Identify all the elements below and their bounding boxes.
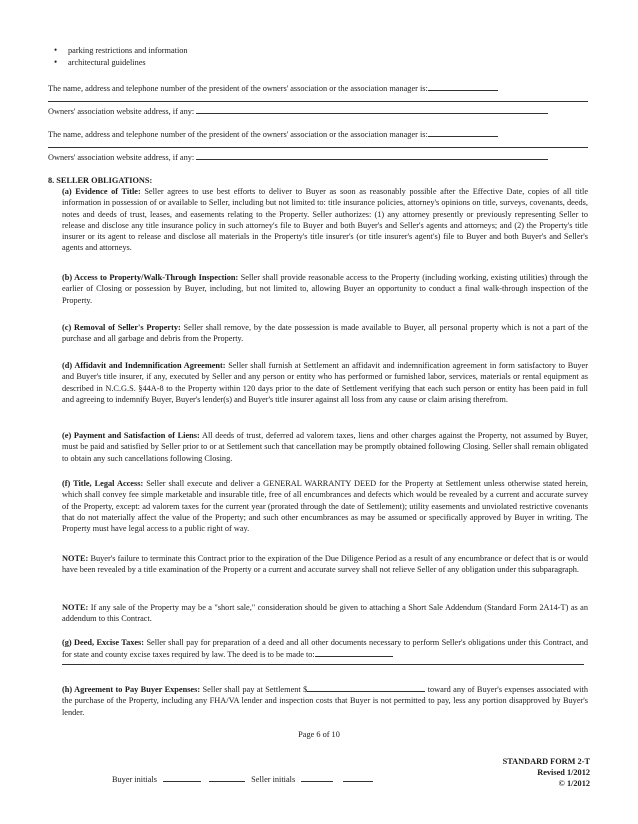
note-1-text: Buyer's failure to terminate this Contract prior to the expiration of the Due Diligence Period as a result of any encumbrance or defect that is or would have been revealed by a title examination of the Property or a current and accurate survey shall not relieve Seller of any obligation under this subparagraph. [62, 554, 588, 575]
page-number: Page 6 of 10 [298, 730, 340, 739]
seller-initials-blank-2[interactable] [343, 773, 373, 782]
clause-a-label: (a) Evidence of Title: [62, 187, 141, 196]
note-2-label: NOTE: [62, 603, 89, 612]
buyer-initials-blank-2[interactable] [209, 773, 245, 782]
form-revised: Revised 1/2012 [537, 768, 590, 777]
form-number: STANDARD FORM 2-T [502, 757, 590, 766]
clause-c-label: (c) Removal of Seller's Property: [62, 323, 181, 332]
hoa-website-blank-2[interactable] [196, 151, 548, 160]
clause-h [62, 683, 588, 718]
note-short-sale [62, 602, 588, 625]
clause-h-text-1: Seller shall pay at Settlement $ [200, 685, 308, 694]
hoa-president-line-2 [48, 128, 588, 140]
hoa-president-blank-1[interactable] [428, 82, 498, 91]
hoa-president-line-1 [48, 82, 588, 94]
section-8-heading: 8. SELLER OBLIGATIONS: [48, 176, 153, 185]
clause-a-text: Seller agrees to use best efforts to deliver to Buyer as soon as reasonably possible after the Effective Date, copies of all title information in possession of or available to Seller, including but not limited to: title insurance policies, attorney's opinions on title, surveys, covenants, deeds, notes and deeds of trust, leases, and easements relating to the Property. Seller authorizes: (1) any attorney presently or previously representing Seller to release and disclose any title insurance policy in such attorney's file to Buyer and both Buyer's and Seller's agents and attorneys; and (2) the Property's title insurer or its agent to release and disclose all materials in the Property's title insurer's (or title insurer's agent's) file to Buyer and both Buyer's and Seller's agents and attorneys. [62, 187, 588, 253]
seller-initials-blank-1[interactable] [301, 773, 333, 782]
note-1-label: NOTE: [62, 554, 89, 563]
clause-e [62, 430, 588, 464]
deed-grantee-blank[interactable] [315, 648, 393, 657]
hoa-website-text-1: Owners' association website address, if any: [48, 107, 195, 116]
buyer-initials-blank-1[interactable] [163, 773, 201, 782]
clause-h-text-2: toward any of Buyer's expenses associated with the purchase of the Property, including any FHA/VA lender and inspection costs that Buyer is not permitted to pay, less any portion disapproved by Buyer's lender. [62, 685, 588, 717]
clause-f-label: (f) Title, Legal Access: [62, 479, 144, 488]
clause-b [62, 272, 588, 306]
clause-e-label: (e) Payment and Satisfaction of Liens: [62, 431, 200, 440]
hoa-president-blank-2[interactable] [428, 128, 498, 137]
hoa-blank-rule-1[interactable] [48, 101, 588, 102]
clause-f-text: Seller shall execute and deliver a GENERAL WARRANTY DEED for the Property at Settlement unless otherwise stated herein, which shall convey fee simple marketable and insurable title, free of all encumbrances and defects which would be revealed by a current and accurate survey of the Property, except: ad valorem taxes for the current year (prorated through the date of Settlement); utility easements and unviolated restrictive covenants that do not materially affect the value of the Property; and such other encumbrances as may be assumed or specifically approved by Buyer in writing. The Property must have legal access to a public right of way. [62, 479, 588, 534]
hoa-website-text-2: Owners' association website address, if any: [48, 153, 195, 162]
clause-g-label: (g) Deed, Excise Taxes: [62, 638, 145, 647]
note-due-diligence [62, 553, 588, 576]
form-copyright: © 1/2012 [558, 779, 590, 788]
hoa-blank-rule-2[interactable] [48, 147, 588, 148]
clause-d [62, 360, 588, 405]
hoa-president-text-2: The name, address and telephone number of the president of the owners' association or the association manager is: [48, 130, 428, 139]
deed-grantee-rule[interactable] [62, 664, 584, 665]
note-2-text: If any sale of the Property may be a "short sale," consideration should be given to attaching a Short Sale Addendum (Standard Form 2A14-T) as an addendum to this Contract. [62, 603, 588, 624]
bullet-parking: • parking restrictions and information [68, 45, 188, 56]
initials-row [112, 773, 373, 784]
clause-h-label: (h) Agreement to Pay Buyer Expenses: [62, 685, 201, 694]
clause-c-text: Seller shall remove, by the date possession is made available to Buyer, all personal property which is not a part of the purchase and all garbage and debris from the Property. [62, 323, 588, 344]
bullet-architectural: • architectural guidelines [68, 57, 146, 68]
clause-f [62, 478, 588, 534]
hoa-website-line-2 [48, 151, 588, 163]
clause-d-label: (d) Affidavit and Indemnification Agreement: [62, 361, 226, 370]
clause-a [62, 186, 588, 254]
buyer-expenses-amount-blank[interactable] [307, 683, 425, 692]
seller-initials-label: Seller initials [251, 775, 296, 784]
buyer-initials-label: Buyer initials [112, 775, 157, 784]
clause-d-text: Seller shall furnish at Settlement an affidavit and indemnification agreement in form satisfactory to Buyer and Buyer's title insurer, if any, executed by Seller and any person or entity who has performed or furnished labor, services, materials or rental equipment as described in N.C.G.S. §44A-8 to the Property within 120 days prior to the date of Settlement verifying that each such person or entity has been paid in full and agreeing to indemnify Buyer, Buyer's lender(s) and Buyer's title insurer against all loss from any cause or claim arising therefrom. [62, 361, 588, 404]
clause-c [62, 322, 588, 345]
hoa-website-blank-1[interactable] [196, 105, 548, 114]
hoa-president-text-1: The name, address and telephone number of the president of the owners' association or the association manager is: [48, 84, 428, 93]
clause-b-text: Seller shall provide reasonable access to the Property (including working, existing utilities) through the earlier of Closing or possession by Buyer, including, but not limited to, allowing Buyer an opportunity to conduct a final walk-through inspection of the Property. [62, 273, 588, 305]
clause-g-text: Seller shall pay for preparation of a deed and all other documents necessary to perform Seller's obligations under this Contract, and for state and county excise taxes required by law. The deed is to be made to: [62, 638, 588, 660]
clause-e-text: All deeds of trust, deferred ad valorem taxes, liens and other charges against the Property, not assumed by Buyer, must be paid and satisfied by Seller prior to or at Settlement such that cancellation may be promptly obtained following Closing. Seller shall remain obligated to obtain any such cancellations following Closing. [62, 431, 588, 463]
clause-g [62, 637, 588, 661]
clause-b-label: (b) Access to Property/Walk-Through Inspection: [62, 273, 239, 282]
hoa-website-line-1 [48, 105, 588, 117]
